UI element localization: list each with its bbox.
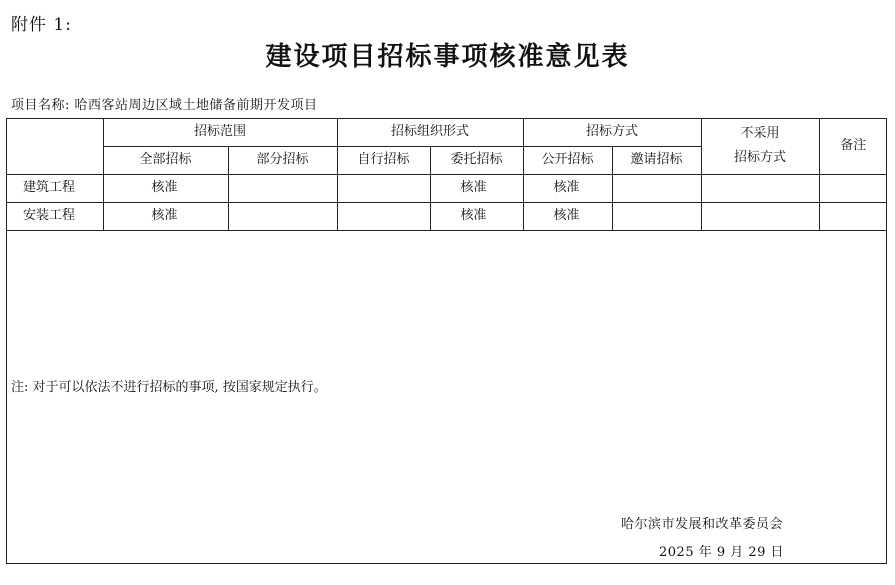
- cell-entrusted: 核准: [430, 202, 523, 230]
- project-name-line: 项目名称: 哈西客站周边区域土地储备前期开发项目: [11, 98, 318, 113]
- attachment-label: 附件 1:: [11, 15, 72, 35]
- header-full: 全部招标: [103, 146, 228, 174]
- cell-self: [337, 174, 430, 202]
- header-open: 公开招标: [523, 146, 612, 174]
- cell-open: 核准: [523, 174, 612, 202]
- header-organization: 招标组织形式: [337, 118, 523, 146]
- corner-cell: [6, 118, 103, 174]
- row-name: 建筑工程: [6, 174, 103, 202]
- cell-partial: [228, 202, 337, 230]
- header-remarks: 备注: [819, 118, 887, 174]
- table-row: [6, 202, 887, 230]
- row-name: 安装工程: [6, 202, 103, 230]
- header-not-adopted-line2: 招标方式: [734, 150, 787, 166]
- header-entrusted: 委托招标: [430, 146, 523, 174]
- cell-invited: [612, 174, 701, 202]
- header-partial: 部分招标: [228, 146, 337, 174]
- cell-self: [337, 202, 430, 230]
- header-not-adopted-line1: 不采用: [740, 125, 780, 141]
- header-row-groups: [6, 118, 887, 146]
- cell-invited: [612, 202, 701, 230]
- approval-table: [6, 118, 887, 231]
- issuing-organization: 哈尔滨市发展和改革委员会: [621, 517, 784, 532]
- cell-open: 核准: [523, 202, 612, 230]
- cell-partial: [228, 174, 337, 202]
- cell-not-adopted: [701, 202, 819, 230]
- header-method: 招标方式: [523, 118, 701, 146]
- cell-remarks: [819, 202, 887, 230]
- header-self: 自行招标: [337, 146, 430, 174]
- table-row: [6, 174, 887, 202]
- footnote: 注: 对于可以依法不进行招标的事项, 按国家规定执行。: [11, 380, 327, 395]
- cell-entrusted: 核准: [430, 174, 523, 202]
- header-invited: 邀请招标: [612, 146, 701, 174]
- cell-not-adopted: [701, 174, 819, 202]
- header-not-adopted: [701, 118, 819, 174]
- issue-date: 2025 年 9 月 29 日: [659, 545, 785, 560]
- header-scope: 招标范围: [103, 118, 337, 146]
- cell-full: 核准: [103, 174, 228, 202]
- cell-remarks: [819, 174, 887, 202]
- document-title: 建设项目招标事项核准意见表: [265, 42, 630, 72]
- cell-full: 核准: [103, 202, 228, 230]
